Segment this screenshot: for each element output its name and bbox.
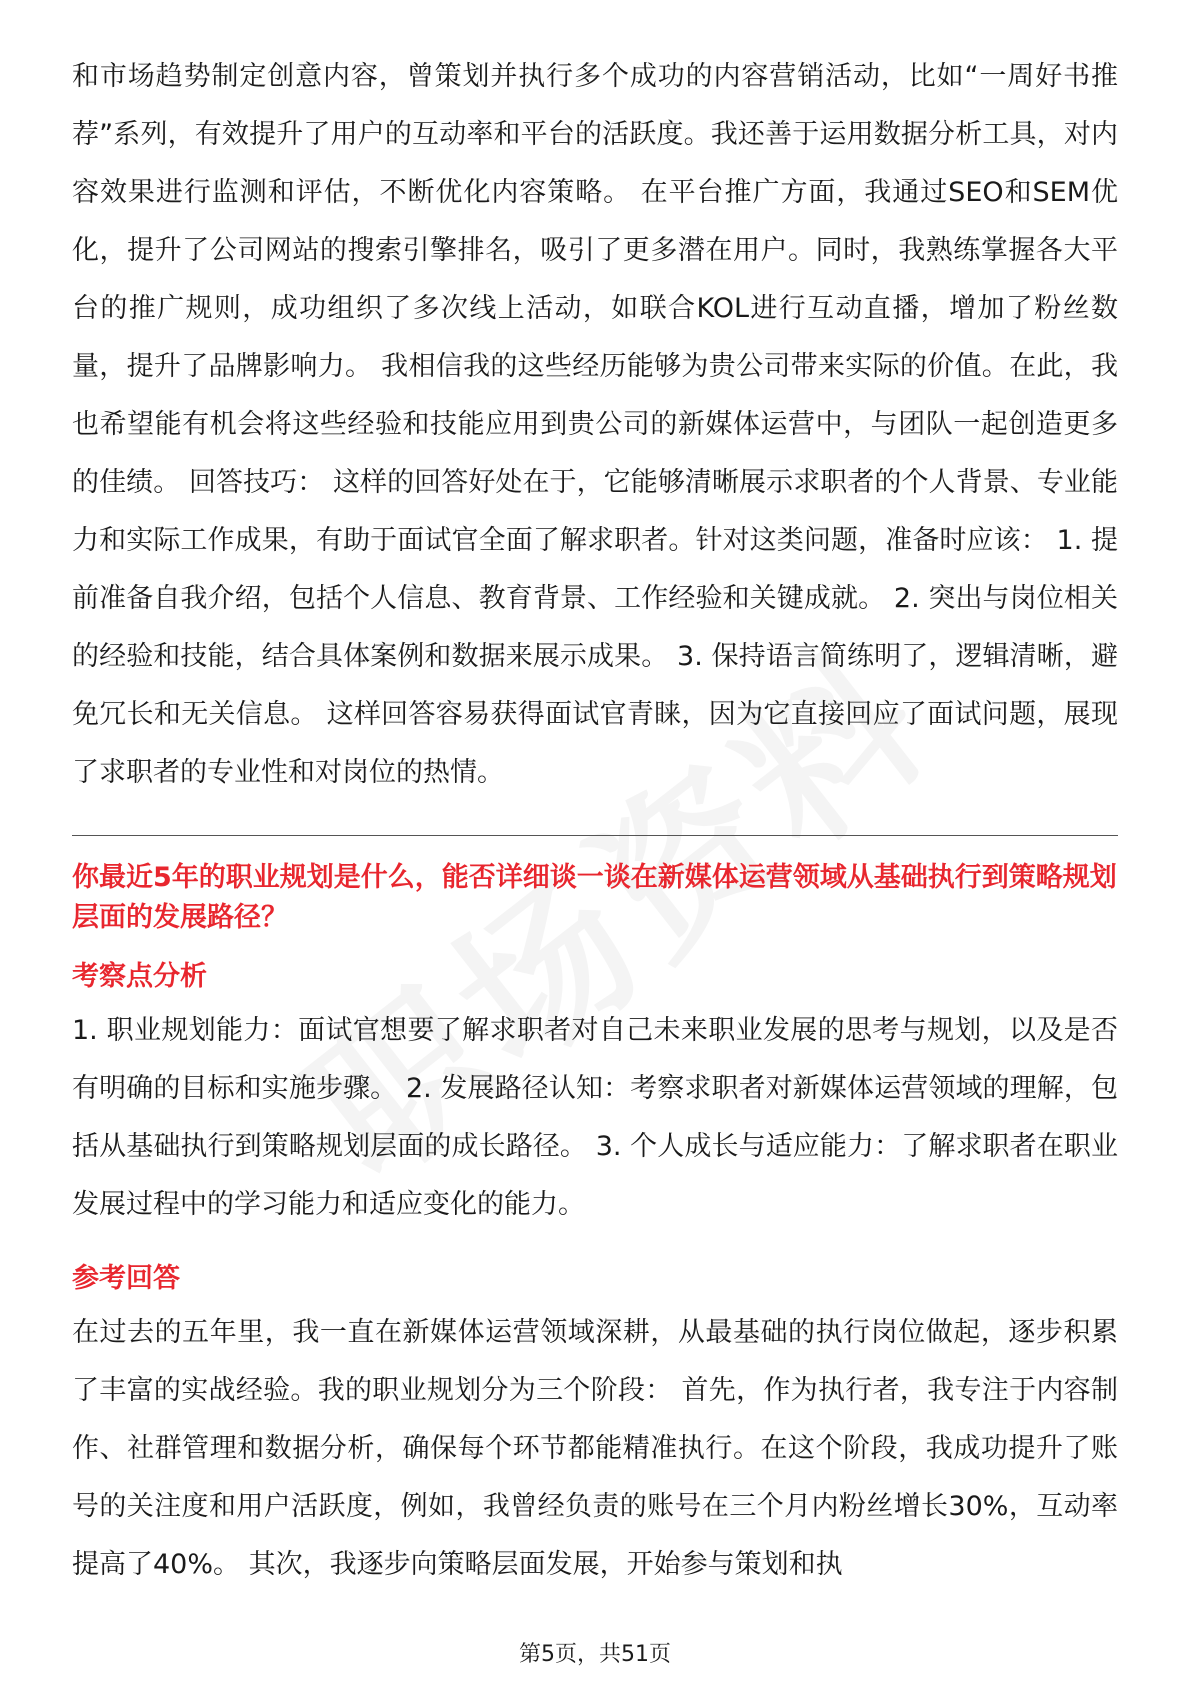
interview-question: 你最近5年的职业规划是什么，能否详细谈一谈在新媒体运营领域从基础执行到策略规划层面的发展路径？ bbox=[72, 862, 1117, 933]
analysis-body: 1. 职业规划能力：面试官想要了解求职者对自己未来职业发展的思考与规划，以及是否有明确的目标和实施步骤。 2. 发展路径认知：考察求职者对新媒体运营领域的理解，包括从基础执行到策略规划层面的成长路径。 3. 个人成长与适应能力：了解求职者在职业发展过程中的学习能力和适应变化的能力。 bbox=[72, 1015, 1118, 1220]
answer-body: 在过去的五年里，我一直在新媒体运营领域深耕，从最基础的执行岗位做起，逐步积累了丰富的实战经验。我的职业规划分为三个阶段： 首先，作为执行者，我专注于内容制作、社群管理和数据分析，确保每个环节都能精准执行。在这个阶段，我成功提升了账号的关注度和用户活跃度，例如，我曾经负责的账号在三个月内粉丝增长30%，互动率提高了40%。 其次，我逐步向策略层面发展，开始参与策划和执 bbox=[72, 1317, 1118, 1580]
document-page bbox=[72, 48, 1118, 1594]
intro-paragraph: 和市场趋势制定创意内容，曾策划并执行多个成功的内容营销活动，比如“一周好书推荐”系列，有效提升了用户的互动率和平台的活跃度。我还善于运用数据分析工具，对内容效果进行监测和评估，不断优化内容策略。 在平台推广方面，我通过SEO和SEM优化，提升了公司网站的搜索引擎排名，吸引了更多潜在用户。同时，我熟练掌握各大平台的推广规则，成功组织了多次线上活动，如联合KOL进行互动直播，增加了粉丝数量，提升了品牌影响力。 我相信我的这些经历能够为贵公司带来实际的价值。在此，我也希望能有机会将这些经验和技能应用到贵公司的新媒体运营中，与团队一起创造更多的佳绩。 回答技巧： 这样的回答好处在于，它能够清晰展示求职者的个人背景、专业能力和实际工作成果，有助于面试官全面了解求职者。针对这类问题，准备时应该： 1. 提前准备自我介绍，包括个人信息、教育背景、工作经验和关键成就。 2. 突出与岗位相关的经验和技能，结合具体案例和数据来展示成果。 3. 保持语言简练明了，逻辑清晰，避免冗长和无关信息。 这样回答容易获得面试官青睐，因为它直接回应了面试问题，展现了求职者的专业性和对岗位的热情。 bbox=[72, 61, 1118, 788]
section-divider bbox=[72, 835, 1118, 836]
analysis-heading: 考察点分析 bbox=[72, 961, 207, 992]
answer-heading: 参考回答 bbox=[72, 1263, 180, 1294]
page-number: 第5页，共51页 bbox=[519, 1642, 671, 1667]
